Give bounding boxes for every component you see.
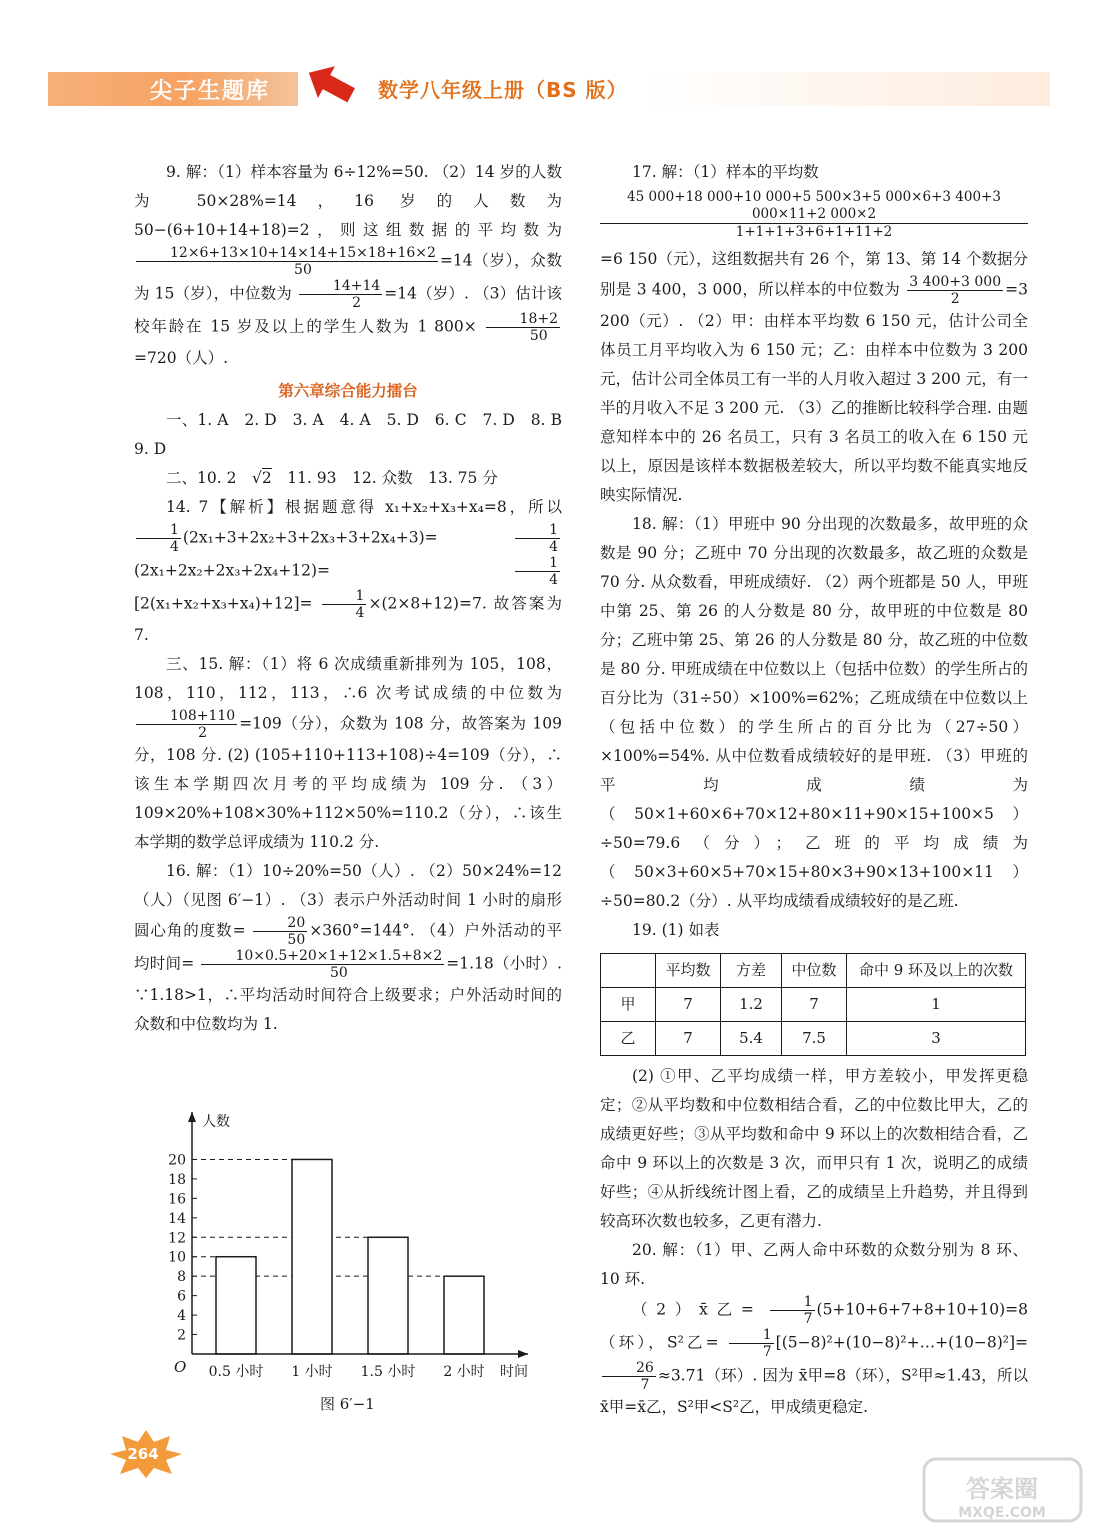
table-cell: 3	[847, 1022, 1026, 1056]
table-header-cell: 方差	[721, 954, 782, 988]
q17-text-b: =6 150（元），这组数据共有 26 个，第 13、第 14 个数据分别是 3 400，3 000，所以样本的中位数为	[600, 250, 1028, 299]
q14-text-e: ×(2×8+12)=7. 故答案为 7.	[134, 594, 562, 644]
table-cell: 7	[656, 1022, 721, 1056]
q16-frac1-num: 20	[253, 915, 307, 932]
answer-9	[134, 158, 562, 373]
q16-fraction-angle	[253, 915, 307, 948]
q16-frac2-den: 50	[329, 965, 348, 981]
table-row	[601, 1022, 1026, 1056]
q9-text-2: =14（岁），众数为 15（岁），中位数为	[134, 251, 562, 303]
q20-text-2: (5+10+6+7+8+10+10)=8（环），S²乙=	[600, 1300, 1028, 1352]
y-tick-label: 18	[168, 1171, 186, 1188]
q14-frac-a	[136, 522, 181, 555]
q16-text-a: 16. 解：（1）10÷20%=50（人）. （2）50×24%=12（人）（见图 6′−1）. （3）表示户外活动时间 1 小时的扇形圆心角的度数=	[134, 862, 562, 940]
y-tick-label: 12	[168, 1230, 186, 1247]
q14-frac-a-den: 4	[170, 539, 179, 555]
q9-text-3: =14（岁）. （3）估计该校年龄在 15 岁及以上的学生人数为 1 800×	[134, 284, 562, 336]
y-axis-arrow	[188, 1112, 196, 1122]
q20-text-1: （2）x̄乙=	[632, 1300, 754, 1319]
q17-frac2-num: 3 400+3 000	[909, 274, 1002, 290]
q20-frac-den: 7	[640, 1377, 650, 1393]
watermark	[920, 1455, 1085, 1525]
q9-frac3-den: 50	[529, 328, 548, 344]
q17-frac2-den: 2	[950, 291, 960, 307]
x-axis-arrow	[518, 1350, 528, 1358]
x-tick-label: 0.5 小时	[208, 1364, 264, 1380]
table-cell: 5.4	[721, 1022, 782, 1056]
q16-frac2-num: 10×0.5+20×1+12×1.5+8×2	[201, 948, 444, 965]
table-cell: 1.2	[721, 988, 782, 1022]
arrow-icon	[300, 62, 360, 114]
y-tick-label: 6	[177, 1288, 186, 1305]
q16-fraction-average	[201, 948, 444, 981]
answer-16	[134, 857, 562, 1039]
q9-frac1-den: 50	[294, 262, 312, 278]
q15-text-b: =109（分），众数为 108 分，故答案为 109 分，108 分. (2) (105+110+113+108)÷4=109（分），∴该生本学期四次月考的平均成绩为 109 分. （3）109×20%+108×30%+112×50%=110.2（分），∴该生本学期的数学总评成绩为 110.2 分.	[134, 714, 562, 851]
q20-frac-a	[770, 1294, 815, 1327]
x-tick-label: 1 小时	[291, 1364, 333, 1380]
stats-table	[600, 953, 1026, 1056]
answer-19: (2) ①甲、乙平均成绩一样，甲方差较小，甲发挥更稳定；②从平均数和中位数相结合看，乙的中位数比甲大，乙的成绩更好些；③从平均数和命中 9 环以上的次数相结合看，乙命中 9 环以上的次数是 3 次，而甲只有 1 次，说明乙的成绩好些；④从折线统计图上看，乙的成绩呈上升趋势，并且得到较高环次数也较多，乙更有潜力.	[600, 1067, 1028, 1230]
q20-frac-num: 26	[602, 1360, 656, 1377]
bar	[368, 1237, 408, 1354]
q17-fraction-median	[907, 274, 1003, 307]
q17-text-c: =3 200（元）. （2）甲：由样本平均数 6 150 元，估计公司全体员工月平均收入为 6 150 元；乙：由样本中位数为 3 200 元，估计公司全体员工有一半的人月收入超过 3 200 元，有一半的月收入不足 3 200 元. （3）乙的推断比较科学合理. 由题意知样本中的 26 名员工，只有 3 名员工的收入在 6 150 元以上，原因是该样本数据极差较大，所以平均数不能真实地反映实际情况.	[600, 280, 1028, 504]
q14-text-b: (2x₁+3+2x₂+3+2x₃+3+2x₄+3)=	[182, 528, 438, 547]
bar	[444, 1276, 484, 1354]
section-title: 第六章综合能力擂台	[278, 382, 418, 400]
q9-fraction-mean	[136, 245, 438, 278]
q14-text-c: (2x₁+2x₂+2x₃+2x₄+12)=	[134, 561, 331, 580]
q14-frac-d-num: 1	[322, 588, 367, 605]
q20-frac-b-num: 1	[729, 1327, 774, 1344]
header-fade	[640, 72, 1050, 106]
answer-15	[134, 650, 562, 857]
y-axis-label: 人数	[202, 1114, 230, 1130]
q20-frac-b	[729, 1327, 774, 1360]
sqrt-symbol: √2	[251, 469, 272, 487]
q14-frac-c	[515, 555, 560, 588]
y-tick-label: 4	[177, 1308, 186, 1325]
q9-frac1-num: 12×6+13×10+14×14+15×18+16×2	[136, 245, 438, 262]
table-cell: 甲	[601, 988, 656, 1022]
q14-frac-b-den: 4	[549, 539, 558, 555]
table-cell: 7.5	[782, 1022, 847, 1056]
q9-text-1: 9. 解：（1）样本容量为 6÷12%=50. （2）14 岁的人数为 50×28%=14，16 岁的人数为 50−(6+10+14+18)=2，则这组数据的平均数为	[134, 163, 562, 239]
q9-frac2-den: 2	[352, 295, 362, 311]
bar-chart	[160, 1100, 540, 1385]
watermark-logo-icon	[920, 1455, 1085, 1525]
q14-frac-c-den: 4	[549, 572, 558, 588]
answer-18: 18. 解：（1）甲班中 90 分出现的次数最多，故甲班的众数是 90 分；乙班中 70 分出现的次数最多，故乙班的众数是 70 分. 从众数看，甲班成绩好. （2）两个班都是 50 人，甲班中第 25、第 26 的人分数是 80 分，故甲班的中位数是 80 分；乙班中第 25、第 26 的人分数是 80 分，故乙班的中位数是 80 分. 甲班成绩在中位数以上（包括中位数）的学生所占的百分比为（31÷50）×100%=62%；乙班成绩在中位数以上（包括中位数）的学生所占的百分比为（27÷50）×100%=54%. 从中位数看成绩较好的是甲班. （3）甲班的平均成绩为（50×1+60×6+70×12+80×11+90×15+100×5）÷50=79.6（分）；乙班的平均成绩为（50×3+60×5+70×15+80×3+90×13+100×11）÷50=80.2（分）. 从平均成绩看成绩较好的是乙班.	[600, 515, 1028, 910]
table-header-row	[601, 954, 1026, 988]
q17-fraction-mean	[600, 189, 1028, 241]
q9-frac3-num: 18+2	[486, 311, 560, 328]
y-tick-label: 16	[168, 1191, 186, 1208]
y-tick-label: 2	[177, 1327, 186, 1344]
multiple-choice-answers: 一、1. A 2. D 3. A 4. A 5. D 6. C 7. D 8. B 9. D	[134, 411, 578, 458]
q14-frac-b-num: 1	[515, 522, 560, 539]
y-tick-label: 10	[168, 1249, 186, 1266]
q20-frac-a-den: 7	[803, 1311, 813, 1327]
answer-14	[134, 493, 562, 650]
sqrt-radicand: 2	[261, 469, 272, 487]
q9-frac2-num: 14+14	[299, 278, 382, 295]
answer-17-intro: 17. 解：（1）样本的平均数	[632, 163, 819, 181]
x-tick-label: 2 小时	[443, 1364, 485, 1380]
fill-text-a: 二、10. 2	[166, 469, 252, 487]
q16-text-c: =1.18（小时）. ∵1.18>1，∴平均活动时间符合上级要求；户外活动时间的众数和中位数均为 1.	[134, 954, 562, 1033]
q14-frac-c-num: 1	[515, 555, 560, 572]
table-header-cell: 平均数	[656, 954, 721, 988]
figure-caption: 图 6′−1	[320, 1395, 375, 1413]
header-title: 数学八年级上册（BS 版）	[378, 78, 628, 102]
q20-frac-b-den: 7	[762, 1344, 772, 1360]
q15-frac-num: 108+110	[136, 708, 237, 725]
table-cell: 1	[847, 988, 1026, 1022]
bar	[216, 1257, 256, 1354]
q9-text-4: =720（人）.	[134, 349, 228, 367]
q17-frac1-den: 1+1+1+3+6+1+11+2	[735, 224, 893, 240]
q20-frac-a-num: 1	[770, 1294, 815, 1311]
origin-label: O	[174, 1358, 187, 1376]
y-tick-label: 20	[168, 1152, 186, 1169]
q20-frac-variance	[602, 1360, 656, 1393]
table-row	[601, 988, 1026, 1022]
answer-19-intro: 19. (1) 如表	[632, 921, 720, 939]
fill-text-b: 11. 93 12. 众数 13. 75 分	[271, 469, 498, 487]
table-header-cell: 命中 9 环及以上的次数	[847, 954, 1026, 988]
q14-text-d: [2(x₁+x₂+x₃+x₄)+12]=	[134, 594, 313, 613]
svg-text:MXQE.COM: MXQE.COM	[958, 1505, 1046, 1521]
y-tick-label: 14	[168, 1210, 186, 1227]
q15-fraction	[136, 708, 237, 741]
q17-frac1-num: 45 000+18 000+10 000+5 500×3+5 000×6+3 400+3 000×11+2 000×2	[600, 189, 1028, 224]
q9-fraction-estimate	[486, 311, 560, 344]
left-column	[134, 158, 578, 1039]
q14-text-a: 14. 7【解析】根据题意得 x₁+x₂+x₃+x₄=8，所以	[166, 498, 562, 516]
q20-text-3: [(5−8)²+(10−8)²+…+(10−8)²]=	[775, 1333, 1028, 1352]
q20-text-4: ≈3.71（环）. 因为 x̄甲=8（环），S²甲≈1.43，所以 x̄甲=x̄乙，S²甲<S²乙，甲成绩更稳定.	[600, 1366, 1028, 1416]
answer-17	[600, 245, 1028, 510]
page-number: 264	[127, 1445, 159, 1463]
q14-frac-d	[322, 588, 367, 621]
y-tick-label: 8	[177, 1269, 186, 1286]
q16-frac1-den: 50	[287, 932, 306, 948]
answer-20-part2	[600, 1294, 1028, 1422]
right-column	[600, 158, 1028, 1422]
table-cell: 乙	[601, 1022, 656, 1056]
table-cell: 7	[656, 988, 721, 1022]
q15-text-a: 三、15. 解：（1）将 6 次成绩重新排列为 105，108，108，110，112，113，∴6 次考试成绩的中位数为	[134, 655, 562, 702]
bar	[292, 1159, 332, 1354]
svg-text:答案圈: 答案圈	[966, 1475, 1038, 1503]
q16-text-b: ×360°=144°. （4）户外活动的平均时间=	[134, 921, 562, 973]
q14-frac-a-num: 1	[136, 522, 181, 539]
fill-answers	[134, 464, 562, 493]
answer-20-part1: 20. 解：（1）甲、乙两人命中环数的众数分别为 8 环、10 环.	[600, 1241, 1028, 1288]
q15-frac-den: 2	[198, 725, 208, 741]
table-cell: 7	[782, 988, 847, 1022]
table-header-cell: 中位数	[782, 954, 847, 988]
q9-fraction-median	[299, 278, 382, 311]
q14-frac-d-den: 4	[355, 605, 365, 621]
x-axis-label: 时间	[500, 1364, 528, 1380]
table-header-cell	[601, 954, 656, 988]
q14-frac-b	[515, 522, 560, 555]
header-brand: 尖子生题库	[150, 79, 271, 104]
x-tick-label: 1.5 小时	[360, 1364, 416, 1380]
